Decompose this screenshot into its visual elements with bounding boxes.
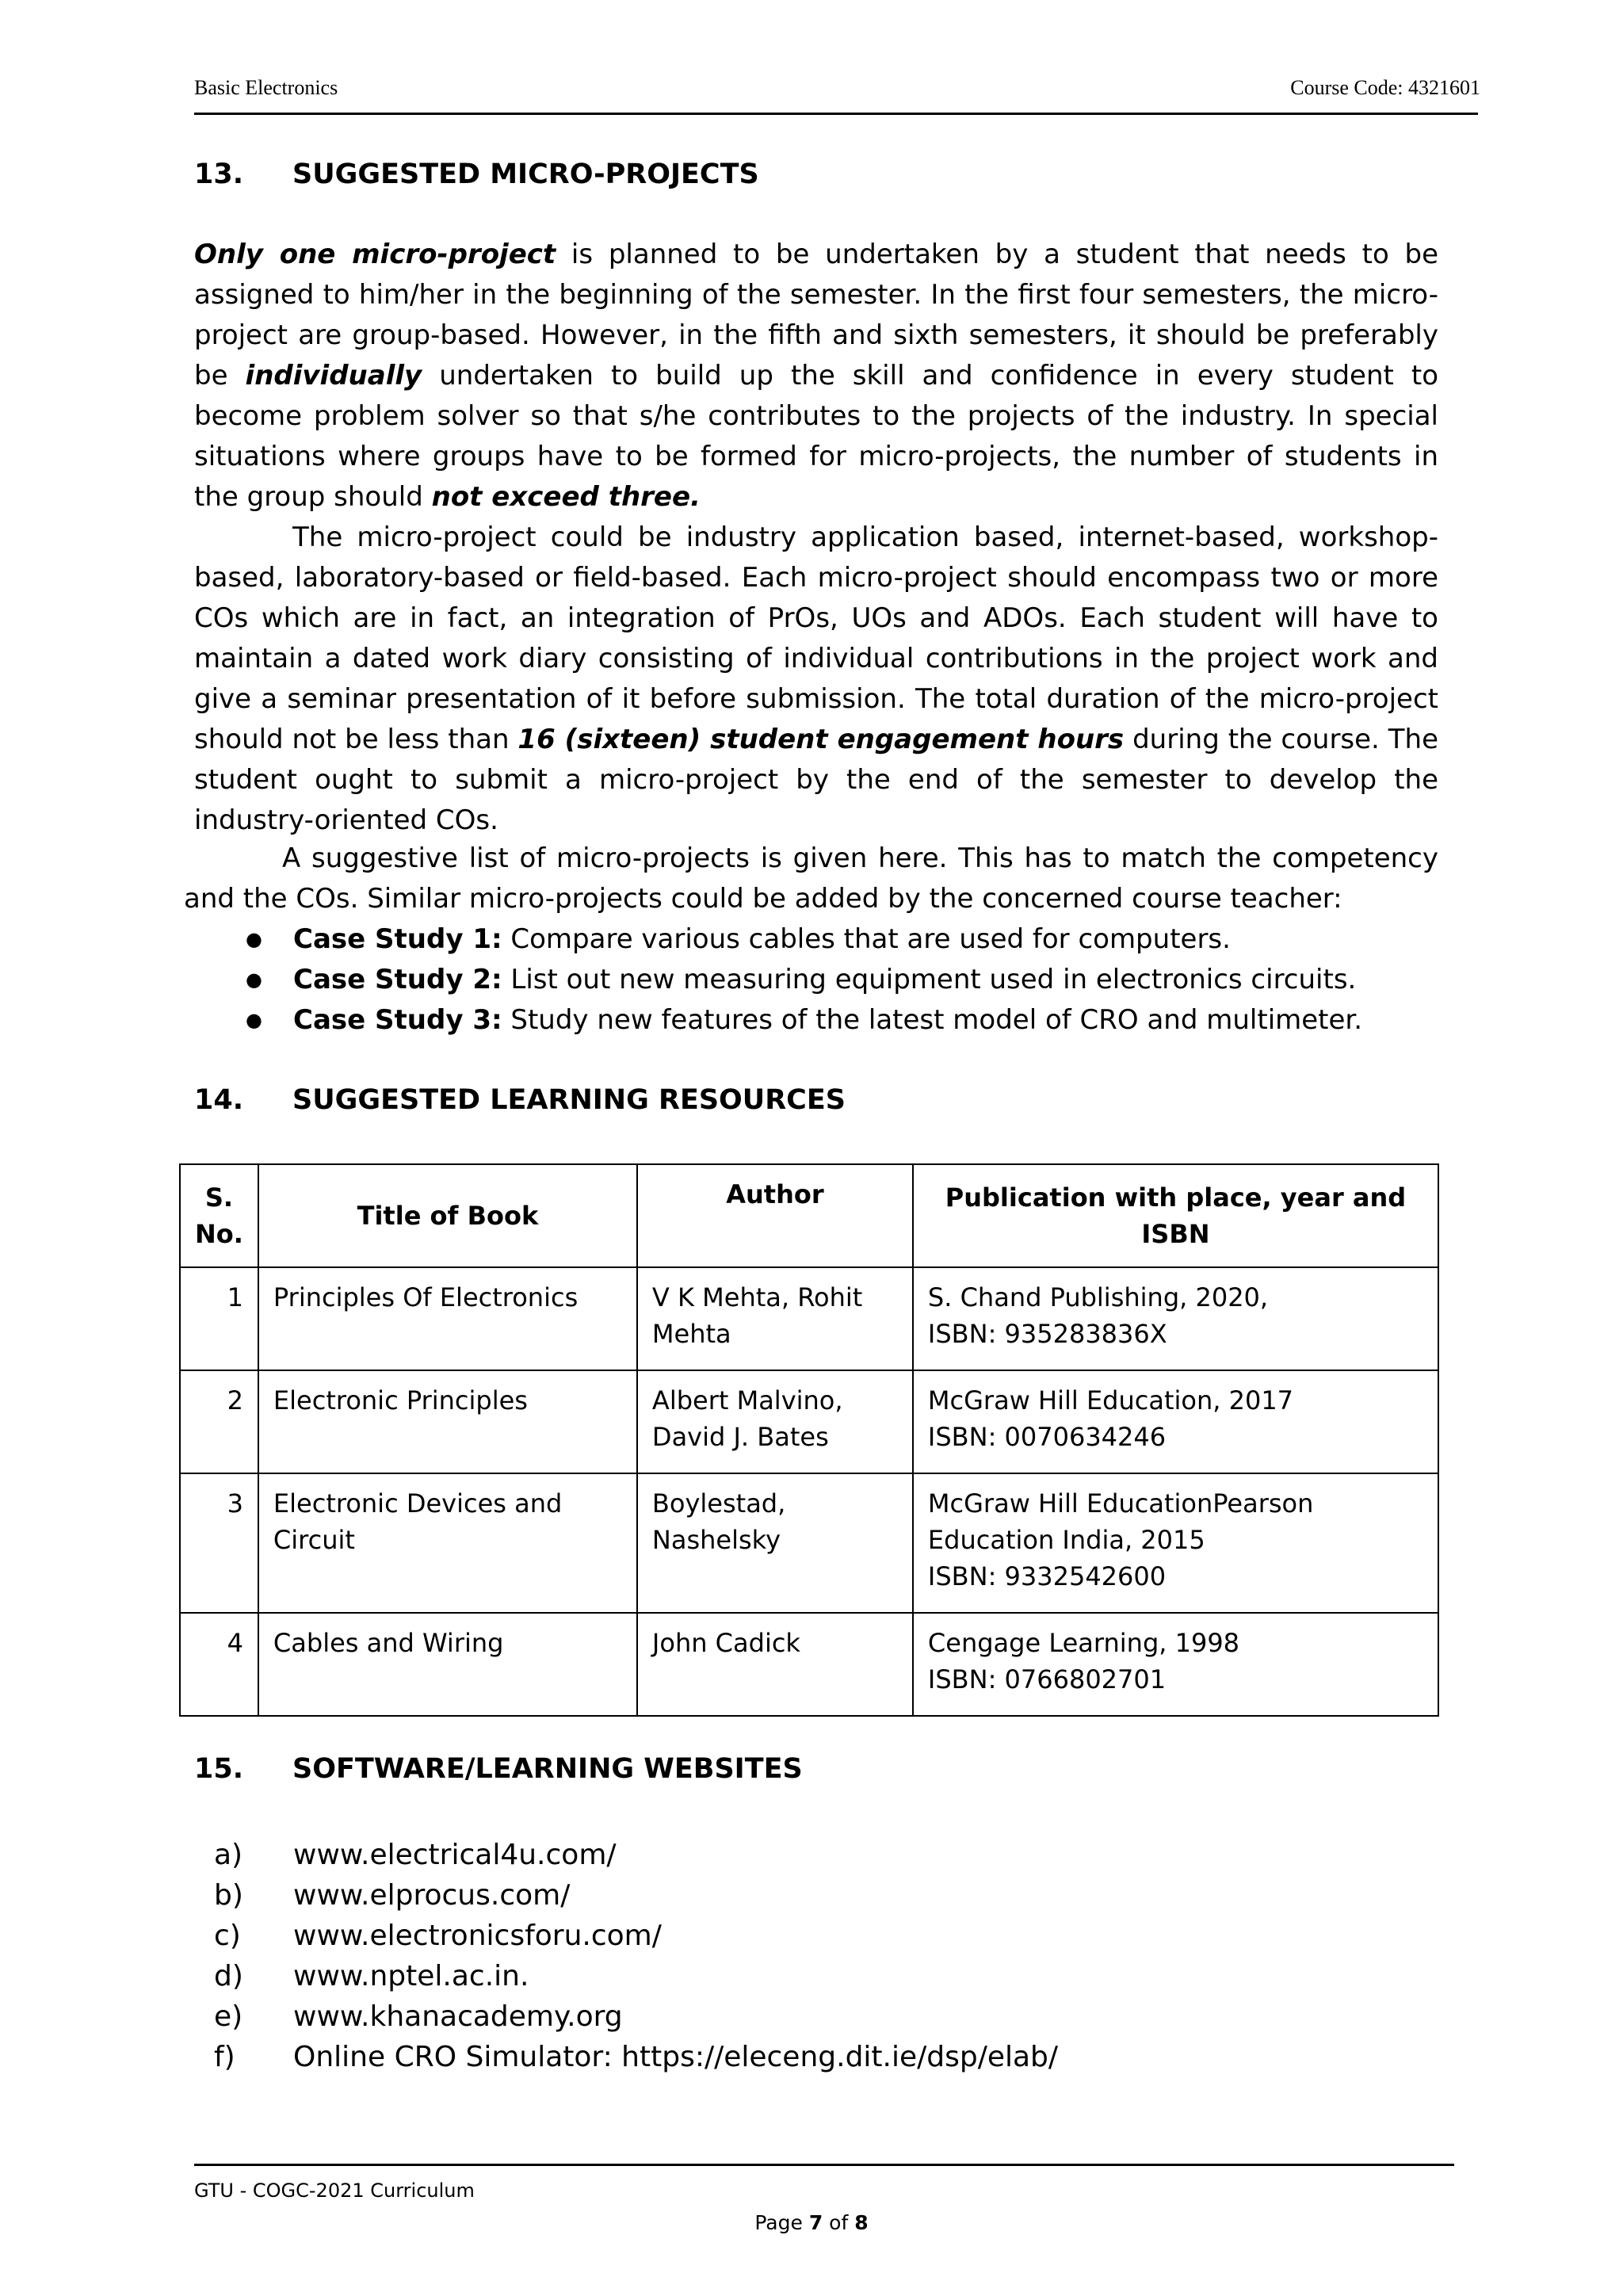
list-item-label: d) xyxy=(214,1960,243,1992)
table-row xyxy=(180,1473,1438,1613)
list-item xyxy=(238,919,1362,960)
case-study-label: Case Study 3: xyxy=(293,1004,502,1036)
cell-author: V K Mehta, Rohit Mehta xyxy=(637,1267,913,1370)
cell-author: Albert Malvino, David J. Bates xyxy=(637,1370,913,1473)
cell-author: Boylestad, Nashelsky xyxy=(637,1473,913,1613)
bullet-icon: ● xyxy=(246,1009,262,1031)
cell-title: Electronic Principles xyxy=(258,1370,637,1473)
table-row xyxy=(180,1370,1438,1473)
cell-publication xyxy=(913,1267,1438,1370)
list-item-label: a) xyxy=(214,1839,243,1871)
section-15-title: SOFTWARE/LEARNING WEBSITES xyxy=(292,1753,803,1785)
learning-resources-table xyxy=(179,1163,1439,1717)
footer-page-number xyxy=(0,2211,1623,2234)
p1-not-exceed-emphasis: not exceed three. xyxy=(431,481,701,513)
cell-sno: 3 xyxy=(180,1473,258,1613)
list-item xyxy=(214,1875,1058,1916)
p1-lead-emphasis: Only one micro-project xyxy=(194,239,556,270)
p2-text-b: during the course. The student ought to submit a micro-project by the end of the semester to develop the industry-oriented COs. xyxy=(194,724,1438,836)
table-header-row xyxy=(180,1164,1438,1267)
page-total: 8 xyxy=(854,2211,869,2234)
cell-isbn: ISBN: 9332542600 xyxy=(927,1561,1167,1591)
section-13-heading xyxy=(194,159,759,190)
website-link[interactable]: www.nptel.ac.in. xyxy=(293,1960,529,1992)
website-link[interactable]: Online CRO Simulator: https://eleceng.dit.ie/dsp/elab/ xyxy=(293,2041,1059,2073)
col-header-author: Author xyxy=(637,1164,913,1267)
list-item xyxy=(238,960,1362,1000)
websites-list xyxy=(214,1835,1058,2077)
p2-hours-emphasis: 16 (sixteen) student engagement hours xyxy=(517,724,1125,755)
case-study-label: Case Study 2: xyxy=(293,964,502,995)
section-14-number: 14. xyxy=(194,1084,244,1116)
section-15-heading xyxy=(194,1753,803,1785)
page-current: 7 xyxy=(808,2211,823,2234)
case-study-text: Study new features of the latest model of CRO and multimeter. xyxy=(502,1004,1363,1036)
cell-publication xyxy=(913,1473,1438,1613)
page-prefix: Page xyxy=(754,2211,809,2234)
list-item xyxy=(214,1916,1058,1956)
cell-title: Cables and Wiring xyxy=(258,1613,637,1716)
list-item xyxy=(214,1956,1058,1996)
bullet-icon: ● xyxy=(246,968,262,991)
table-row xyxy=(180,1613,1438,1716)
list-item xyxy=(238,1000,1362,1041)
section-13-title: SUGGESTED MICRO-PROJECTS xyxy=(292,159,759,190)
list-item-label: e) xyxy=(214,2000,243,2033)
p1-text-b: undertaken to build up the skill and confidence in every student to become problem solver so that s/he contributes to the projects of the industry. In special situations where groups have to be formed for micro-projects, the number of students in the group should xyxy=(194,360,1439,513)
website-link[interactable]: www.khanacademy.org xyxy=(293,2000,623,2033)
section-14-heading xyxy=(194,1084,846,1116)
footer-rule xyxy=(194,2164,1454,2166)
section-15-number: 15. xyxy=(194,1753,244,1785)
cell-publication-line: McGraw Hill EducationPearson Education India, 2015 xyxy=(927,1488,1314,1555)
case-study-text: List out new measuring equipment used in electronics circuits. xyxy=(502,964,1357,995)
header-course-code: Course Code: 4321601 xyxy=(1290,76,1480,99)
case-study-text: Compare various cables that are used for computers. xyxy=(502,923,1231,955)
section-14-title: SUGGESTED LEARNING RESOURCES xyxy=(292,1084,846,1116)
website-link[interactable]: www.electrical4u.com/ xyxy=(293,1839,617,1871)
cell-author: John Cadick xyxy=(637,1613,913,1716)
header-course-name: Basic Electronics xyxy=(194,76,338,99)
list-item xyxy=(214,1996,1058,2037)
micro-project-paragraph-3: A suggestive list of micro-projects is given here. This has to match the competency and the COs. Similar micro-projects could be added by the concerned course teacher: xyxy=(184,842,1438,915)
col-header-sno xyxy=(180,1164,258,1267)
website-link[interactable]: www.elprocus.com/ xyxy=(293,1879,571,1912)
cell-title: Principles Of Electronics xyxy=(258,1267,637,1370)
cell-publication xyxy=(913,1613,1438,1716)
micro-project-paragraph-1 xyxy=(194,235,1438,518)
list-item-label: b) xyxy=(214,1879,243,1912)
col-header-sno-line2: No. xyxy=(195,1219,243,1249)
footer-curriculum: GTU - COGC-2021 Curriculum xyxy=(194,2179,475,2202)
col-header-publication: Publication with place, year and ISBN xyxy=(913,1164,1438,1267)
case-study-label: Case Study 1: xyxy=(293,923,502,955)
cell-title: Electronic Devices and Circuit xyxy=(258,1473,637,1613)
list-item xyxy=(214,1835,1058,1875)
cell-isbn: ISBN: 0766802701 xyxy=(927,1664,1167,1694)
cell-sno: 1 xyxy=(180,1267,258,1370)
cell-isbn: ISBN: 0070634246 xyxy=(927,1422,1167,1452)
header-rule xyxy=(194,113,1478,115)
cell-publication-line: Cengage Learning, 1998 xyxy=(927,1628,1240,1658)
cell-publication xyxy=(913,1370,1438,1473)
bullet-icon: ● xyxy=(246,928,262,950)
section-13-number: 13. xyxy=(194,159,244,190)
p1-text-a: is planned to be undertaken by a student that needs to be assigned to him/her in the beginning of the semester. In the first four semesters, the micro-project are group-based. However, in the fifth and sixth semesters, it should be preferably be xyxy=(194,239,1438,392)
case-study-list xyxy=(238,919,1362,1041)
col-header-title: Title of Book xyxy=(258,1164,637,1267)
list-item-label: c) xyxy=(214,1920,241,1952)
p1-individually-emphasis: individually xyxy=(245,360,422,392)
cell-sno: 4 xyxy=(180,1613,258,1716)
cell-publication-line: McGraw Hill Education, 2017 xyxy=(927,1385,1294,1415)
table-row xyxy=(180,1267,1438,1370)
page-of: of xyxy=(823,2211,855,2234)
list-item-label: f) xyxy=(214,2041,235,2073)
cell-isbn: ISBN: 935283836X xyxy=(927,1319,1167,1349)
website-link[interactable]: www.electronicsforu.com/ xyxy=(293,1920,662,1952)
cell-publication-line: S. Chand Publishing, 2020, xyxy=(927,1282,1269,1312)
micro-project-paragraph-2 xyxy=(194,518,1438,841)
cell-sno: 2 xyxy=(180,1370,258,1473)
list-item xyxy=(214,2037,1058,2077)
col-header-sno-line1: S. xyxy=(204,1182,234,1213)
p2-text-a: The micro-project could be industry application based, internet-based, workshop-based, laboratory-based or field-based. Each micro-project should encompass two or more COs which are in fact, an integration of PrOs, UOs and ADOs. Each student will have to maintain a dated work diary consisting of individual contributions in the project work and give a seminar presentation of it before submission. The total duration of the micro-project should not be less than xyxy=(194,521,1438,755)
